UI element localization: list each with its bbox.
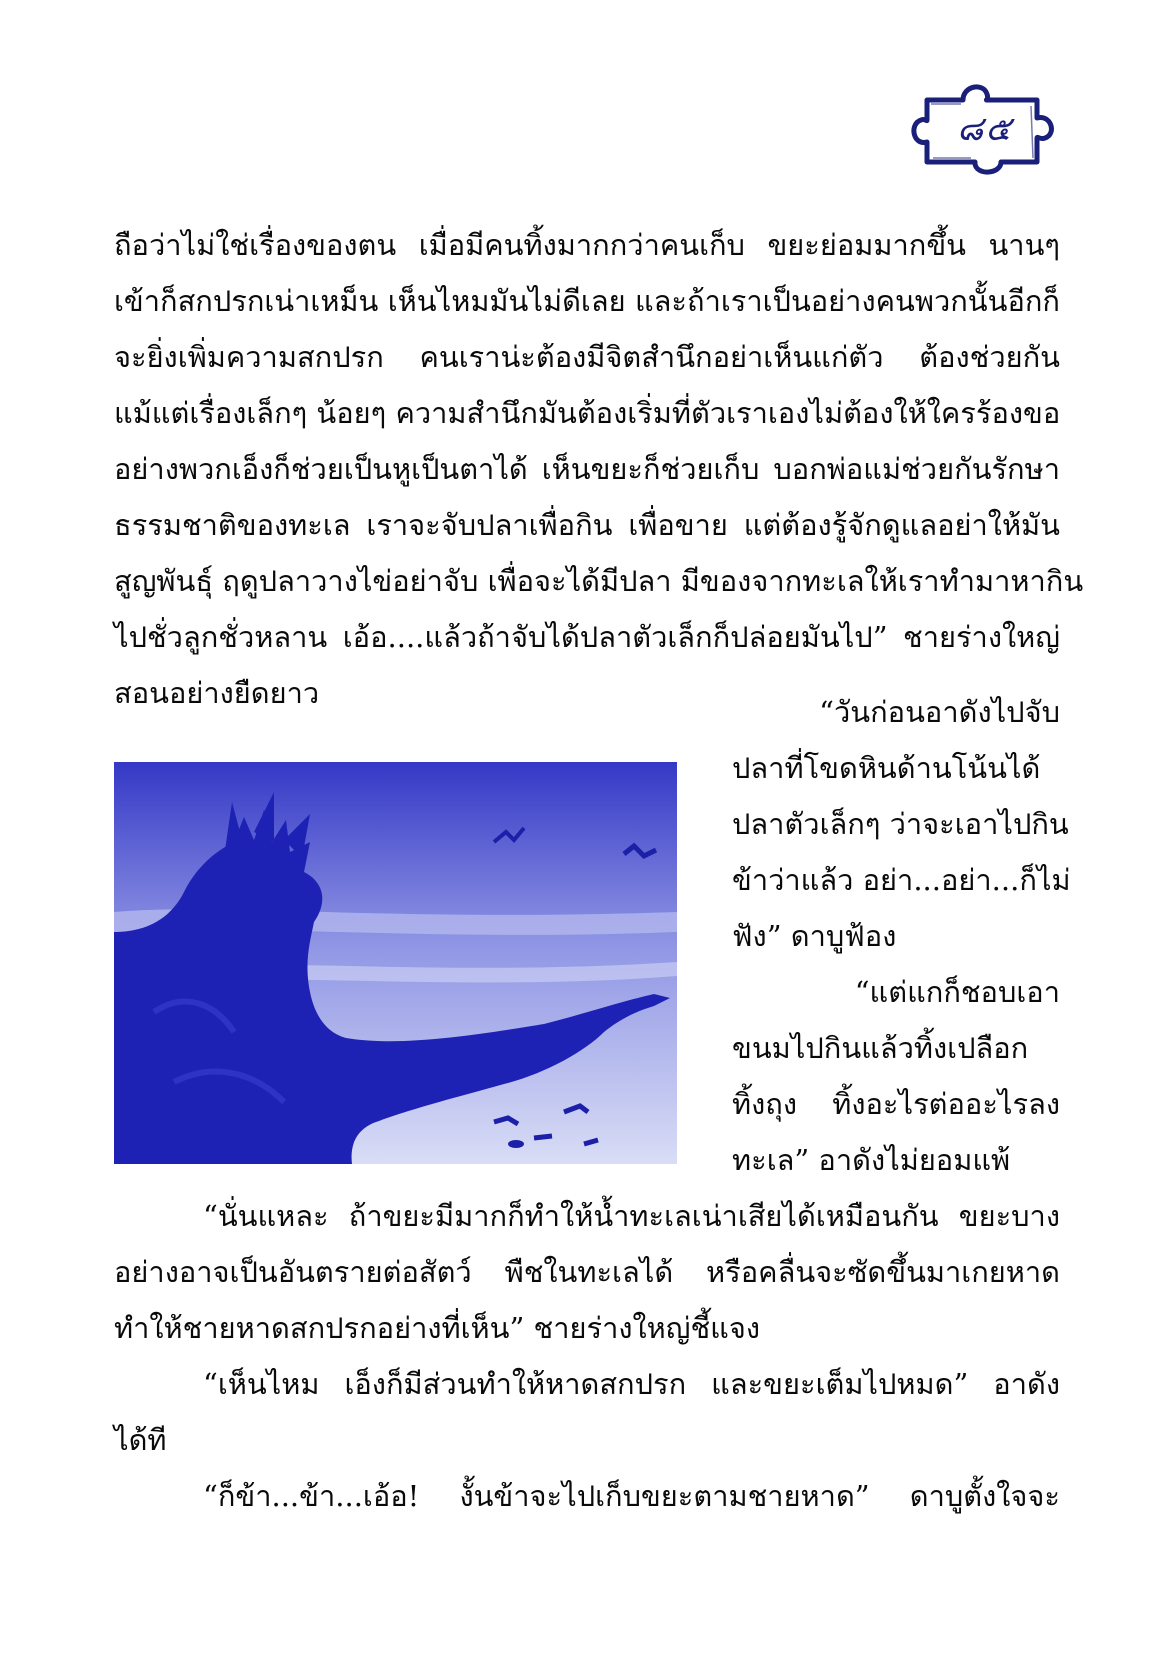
text-line: ทะเล” อาดังไม่ยอมแพ้ xyxy=(732,1143,1011,1177)
text-line: ได้ที xyxy=(114,1423,167,1457)
text-line: อย่างพวกเอ็งก็ช่วยเป็นหูเป็นตาได้ เห็นขยะก็ช่วยเก็บ บอกพ่อแม่ช่วยกันรักษา xyxy=(114,452,1060,486)
text-line: ไปชั่วลูกชั่วหลาน เอ้อ....แล้วถ้าจับได้ปลาตัวเล็กก็ปล่อยมันไป” ชายร่างใหญ่ xyxy=(114,620,1060,654)
text-line: “ก็ข้า...ข้า...เอ้อ! งั้นข้าจะไปเก็บขยะตามชายหาด” ดาบูตั้งใจจะ xyxy=(203,1479,1060,1513)
text-line: ฟัง” ดาบูฟ้อง xyxy=(732,919,897,953)
text-line: ขนมไปกินแล้วทิ้งเปลือก xyxy=(732,1031,1029,1065)
text-line: ปลาที่โขดหินด้านโน้นได้ xyxy=(732,751,1041,785)
page-number-badge xyxy=(905,78,1065,178)
text-line: สอนอย่างยืดยาว xyxy=(114,676,320,710)
text-line: “วันก่อนอาดังไปจับ xyxy=(819,695,1060,729)
text-line: จะยิ่งเพิ่มความสกปรก คนเราน่ะต้องมีจิตสำนึกอย่าเห็นแก่ตัว ต้องช่วยกัน xyxy=(114,340,1060,374)
text-line: ถือว่าไม่ใช่เรื่องของตน เมื่อมีคนทิ้งมากกว่าคนเก็บ ขยะย่อมมากขึ้น นานๆ xyxy=(114,228,1060,262)
text-line: สูญพันธุ์ ฤดูปลาวางไข่อย่าจับ เพื่อจะได้มีปลา มีของจากทะเลให้เราทำมาหากิน xyxy=(114,564,1084,598)
text-line: เข้าก็สกปรกเน่าเหม็น เห็นไหมมันไม่ดีเลย และถ้าเราเป็นอย่างคนพวกนั้นอีกก็ xyxy=(114,284,1060,318)
silhouette-pointing-illustration xyxy=(114,762,677,1164)
text-line: ทำให้ชายหาดสกปรกอย่างที่เห็น” ชายร่างใหญ่ชี้แจง xyxy=(114,1311,761,1345)
page-number: ๘๕ xyxy=(957,109,1013,149)
illustration xyxy=(114,762,677,1164)
text-line: ข้าว่าแล้ว อย่า...อย่า...ก็ไม่ xyxy=(732,863,1071,897)
text-line: ธรรมชาติของทะเล เราจะจับปลาเพื่อกิน เพื่อขาย แต่ต้องรู้จักดูแลอย่าให้มัน xyxy=(114,508,1060,542)
text-line: แม้แต่เรื่องเล็กๆ น้อยๆ ความสำนึกมันต้องเริ่มที่ตัวเราเองไม่ต้องให้ใครร้องขอ xyxy=(114,396,1061,430)
text-line: “นั่นแหละ ถ้าขยะมีมากก็ทำให้น้ำทะเลเน่าเสียได้เหมือนกัน ขยะบาง xyxy=(203,1199,1060,1233)
text-line: ปลาตัวเล็กๆ ว่าจะเอาไปกิน xyxy=(732,807,1069,841)
text-line: “แต่แกก็ชอบเอา xyxy=(854,975,1060,1009)
text-line: อย่างอาจเป็นอันตรายต่อสัตว์ พืชในทะเลได้ หรือคลื่นจะซัดขึ้นมาเกยหาด xyxy=(114,1255,1060,1289)
text-line: ทิ้งถุง ทิ้งอะไรต่ออะไรลง xyxy=(732,1087,1060,1121)
text-line: “เห็นไหม เอ็งก็มีส่วนทำให้หาดสกปรก และขยะเต็มไปหมด” อาดัง xyxy=(203,1367,1060,1401)
